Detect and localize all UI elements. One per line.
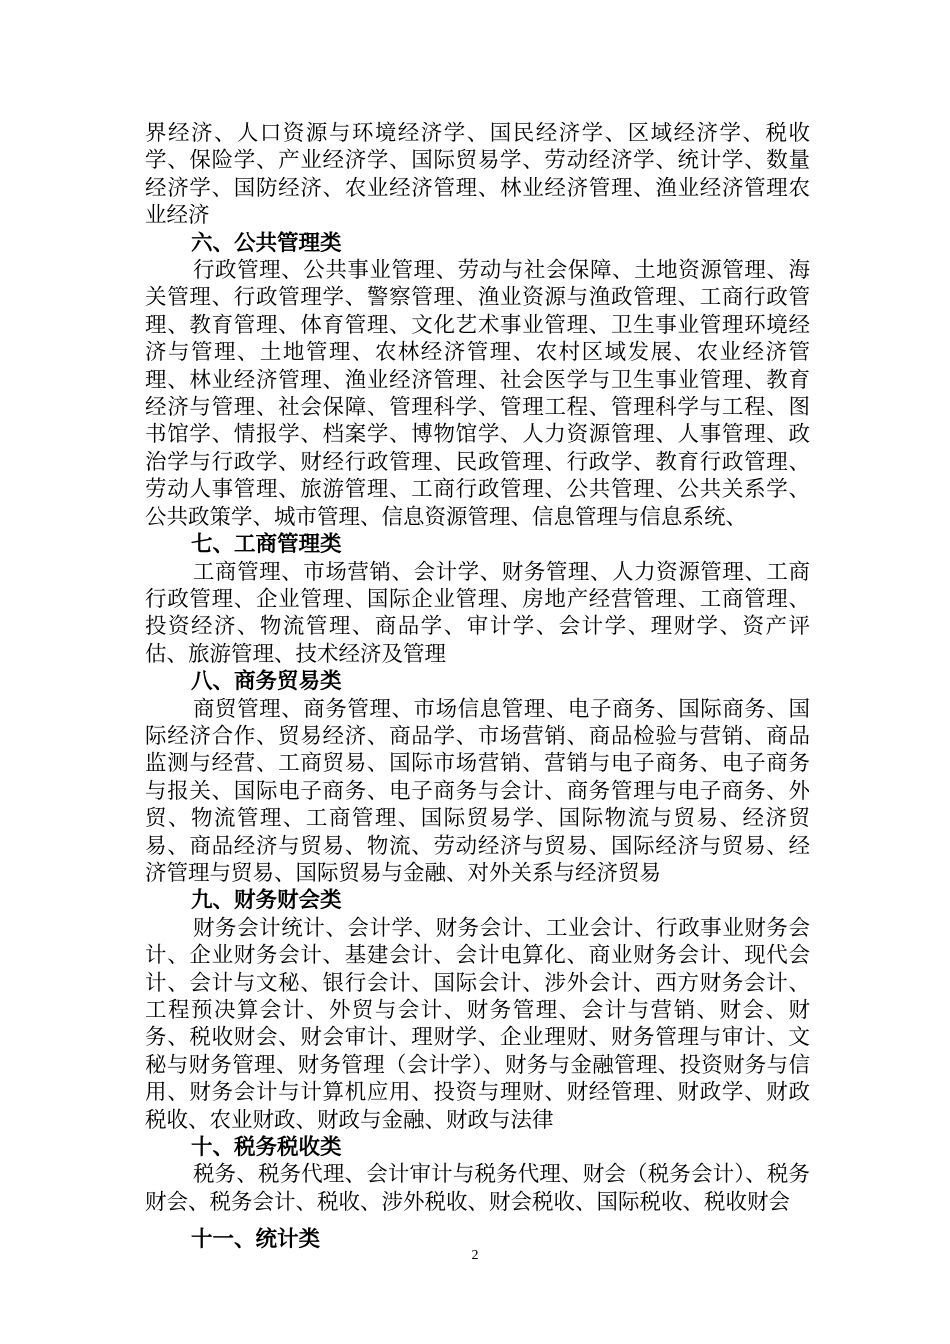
heading-finance-accounting: 九、财务财会类 [191, 888, 342, 914]
heading-public-management: 六、公共管理类 [191, 230, 342, 256]
paragraph-commerce-trade: 商贸管理、商务管理、市场信息管理、电子商务、国际商务、国际经济合作、贸易经济、商品学、市场营销、商品检验与营销、商品监测与经营、工商贸易、国际市场营销、营销与电子商务、电子商务与报关、国际电子商务、电子商务与会计、商务管理与电子商务、外贸、物流管理、工商管理、国际贸易学、国际物流与贸易、经济贸易、商品经济与贸易、物流、劳动经济与贸易、国际经济与贸易、经济管理与贸易、国际贸易与金融、对外关系与经济贸易 [145, 696, 810, 886]
heading-commerce-trade: 八、商务贸易类 [191, 669, 342, 695]
page-body [145, 120, 810, 1254]
paragraph-public-management: 行政管理、公共事业管理、劳动与社会保障、土地资源管理、海关管理、行政管理学、警察管理、渔业资源与渔政管理、工商行政管理、教育管理、体育管理、文化艺术事业管理、卫生事业管理环境经济与管理、土地管理、农林经济管理、农村区域发展、农业经济管理、林业经济管理、渔业经济管理、社会医学与卫生事业管理、教育经济与管理、社会保障、管理科学、管理工程、管理科学与工程、图书馆学、情报学、档案学、博物馆学、人力资源管理、人事管理、政治学与行政学、财经行政管理、民政管理、行政学、教育行政管理、劳动人事管理、旅游管理、工商行政管理、公共管理、公共关系学、公共政策学、城市管理、信息资源管理、信息管理与信息系统、 [145, 258, 810, 530]
paragraph-finance-accounting: 财务会计统计、会计学、财务会计、工业会计、行政事业财务会计、企业财务会计、基建会计、会计电算化、商业财务会计、现代会计、会计与文秘、银行会计、国际会计、涉外会计、西方财务会计、工程预决算会计、外贸与会计、财务管理、会计与营销、财会、财务、税收财会、财会审计、理财学、企业理财、财务管理与审计、文秘与财务管理、财务管理（会计学）、财务与金融管理、投资财务与信用、财务会计与计算机应用、投资与理财、财经管理、财政学、财政税收、农业财政、财政与金融、财政与法律 [145, 915, 810, 1133]
paragraph-business-management: 工商管理、市场营销、会计学、财务管理、人力资源管理、工商行政管理、企业管理、国际企业管理、房地产经营管理、工商管理、投资经济、物流管理、商品学、审计学、会计学、理财学、资产评估、旅游管理、技术经济及管理 [145, 559, 810, 667]
heading-taxation: 十、税务税收类 [191, 1135, 342, 1161]
paragraph-taxation: 税务、税务代理、会计审计与税务代理、财会（税务会计）、税务财会、税务会计、税收、涉外税收、财会税收、国际税收、税收财会 [145, 1162, 810, 1215]
paragraph-economics-continued: 界经济、人口资源与环境经济学、国民经济学、区域经济学、税收学、保险学、产业经济学、国际贸易学、劳动经济学、统计学、数量经济学、国防经济、农业经济管理、林业经济管理、渔业经济管理农业经济 [145, 121, 810, 229]
heading-business-management: 七、工商管理类 [191, 532, 342, 558]
heading-statistics: 十一、统计类 [191, 1227, 321, 1253]
page-number: 2 [471, 1248, 479, 1263]
